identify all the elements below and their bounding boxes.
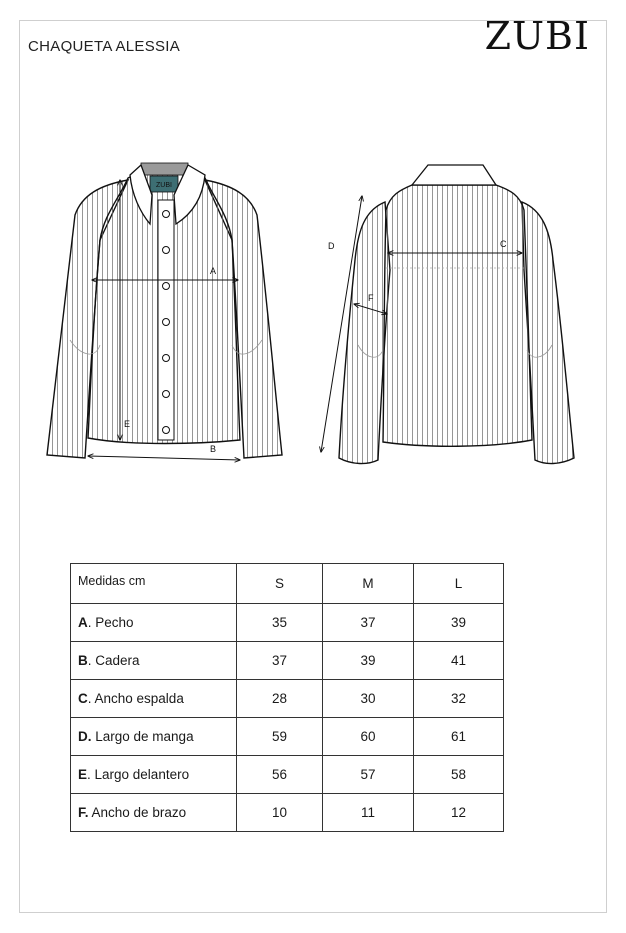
row-letter: C bbox=[78, 691, 88, 706]
brand-tag-text: ZUBI bbox=[156, 182, 172, 189]
back-view bbox=[321, 165, 574, 464]
measure-e-label: E bbox=[124, 419, 131, 429]
row-letter: D. bbox=[78, 729, 92, 744]
row-name: . Cadera bbox=[87, 653, 140, 668]
row-letter: F. bbox=[78, 805, 89, 820]
back-collar bbox=[412, 165, 496, 185]
measure-b-label: B bbox=[210, 444, 217, 454]
back-left-sleeve bbox=[339, 202, 390, 464]
front-view bbox=[47, 163, 282, 460]
table-row bbox=[71, 604, 504, 642]
table-header-row bbox=[71, 564, 504, 604]
cell-m: 11 bbox=[323, 794, 414, 832]
cell-m: 37 bbox=[323, 604, 414, 642]
cell-l: 32 bbox=[414, 680, 504, 718]
button bbox=[163, 391, 170, 398]
button bbox=[163, 211, 170, 218]
table-row bbox=[71, 794, 504, 832]
measure-f-label: F bbox=[368, 293, 374, 303]
cell-s: 59 bbox=[237, 718, 323, 756]
neck-band bbox=[141, 163, 188, 175]
cell-l: 58 bbox=[414, 756, 504, 794]
table-row bbox=[71, 642, 504, 680]
row-letter: B bbox=[78, 653, 88, 668]
header-size-m: M bbox=[323, 564, 414, 604]
cell-s: 10 bbox=[237, 794, 323, 832]
button bbox=[163, 427, 170, 434]
measure-b-line bbox=[88, 456, 240, 460]
cell-l: 61 bbox=[414, 718, 504, 756]
table-row bbox=[71, 756, 504, 794]
row-name: . Largo delantero bbox=[87, 767, 190, 782]
table-row bbox=[71, 718, 504, 756]
measure-c-label: C bbox=[500, 239, 507, 249]
cell-l: 41 bbox=[414, 642, 504, 680]
cell-s: 37 bbox=[237, 642, 323, 680]
cell-s: 28 bbox=[237, 680, 323, 718]
row-name: Ancho de brazo bbox=[88, 805, 187, 820]
cell-s: 56 bbox=[237, 756, 323, 794]
measure-d-label: D bbox=[328, 241, 335, 251]
header-measure-label: Medidas cm bbox=[71, 564, 237, 604]
cell-l: 12 bbox=[414, 794, 504, 832]
row-letter: A bbox=[78, 615, 88, 630]
button bbox=[163, 283, 170, 290]
header-size-s: S bbox=[237, 564, 323, 604]
row-name: Largo de manga bbox=[91, 729, 194, 744]
row-letter: E bbox=[78, 767, 88, 782]
table-row bbox=[71, 680, 504, 718]
brand-logo: ZUBI bbox=[484, 14, 590, 58]
button bbox=[163, 355, 170, 362]
size-chart-table bbox=[70, 563, 504, 832]
row-name: . Ancho espalda bbox=[87, 691, 184, 706]
measure-a-label: A bbox=[210, 266, 217, 276]
cell-s: 35 bbox=[237, 604, 323, 642]
button bbox=[163, 319, 170, 326]
cell-m: 57 bbox=[323, 756, 414, 794]
cell-m: 60 bbox=[323, 718, 414, 756]
cell-m: 39 bbox=[323, 642, 414, 680]
button bbox=[163, 247, 170, 254]
cell-l: 39 bbox=[414, 604, 504, 642]
row-name: . Pecho bbox=[87, 615, 134, 630]
back-body bbox=[383, 185, 532, 446]
page-title: CHAQUETA ALESSIA bbox=[28, 38, 181, 55]
cell-m: 30 bbox=[323, 680, 414, 718]
header-size-l: L bbox=[414, 564, 504, 604]
